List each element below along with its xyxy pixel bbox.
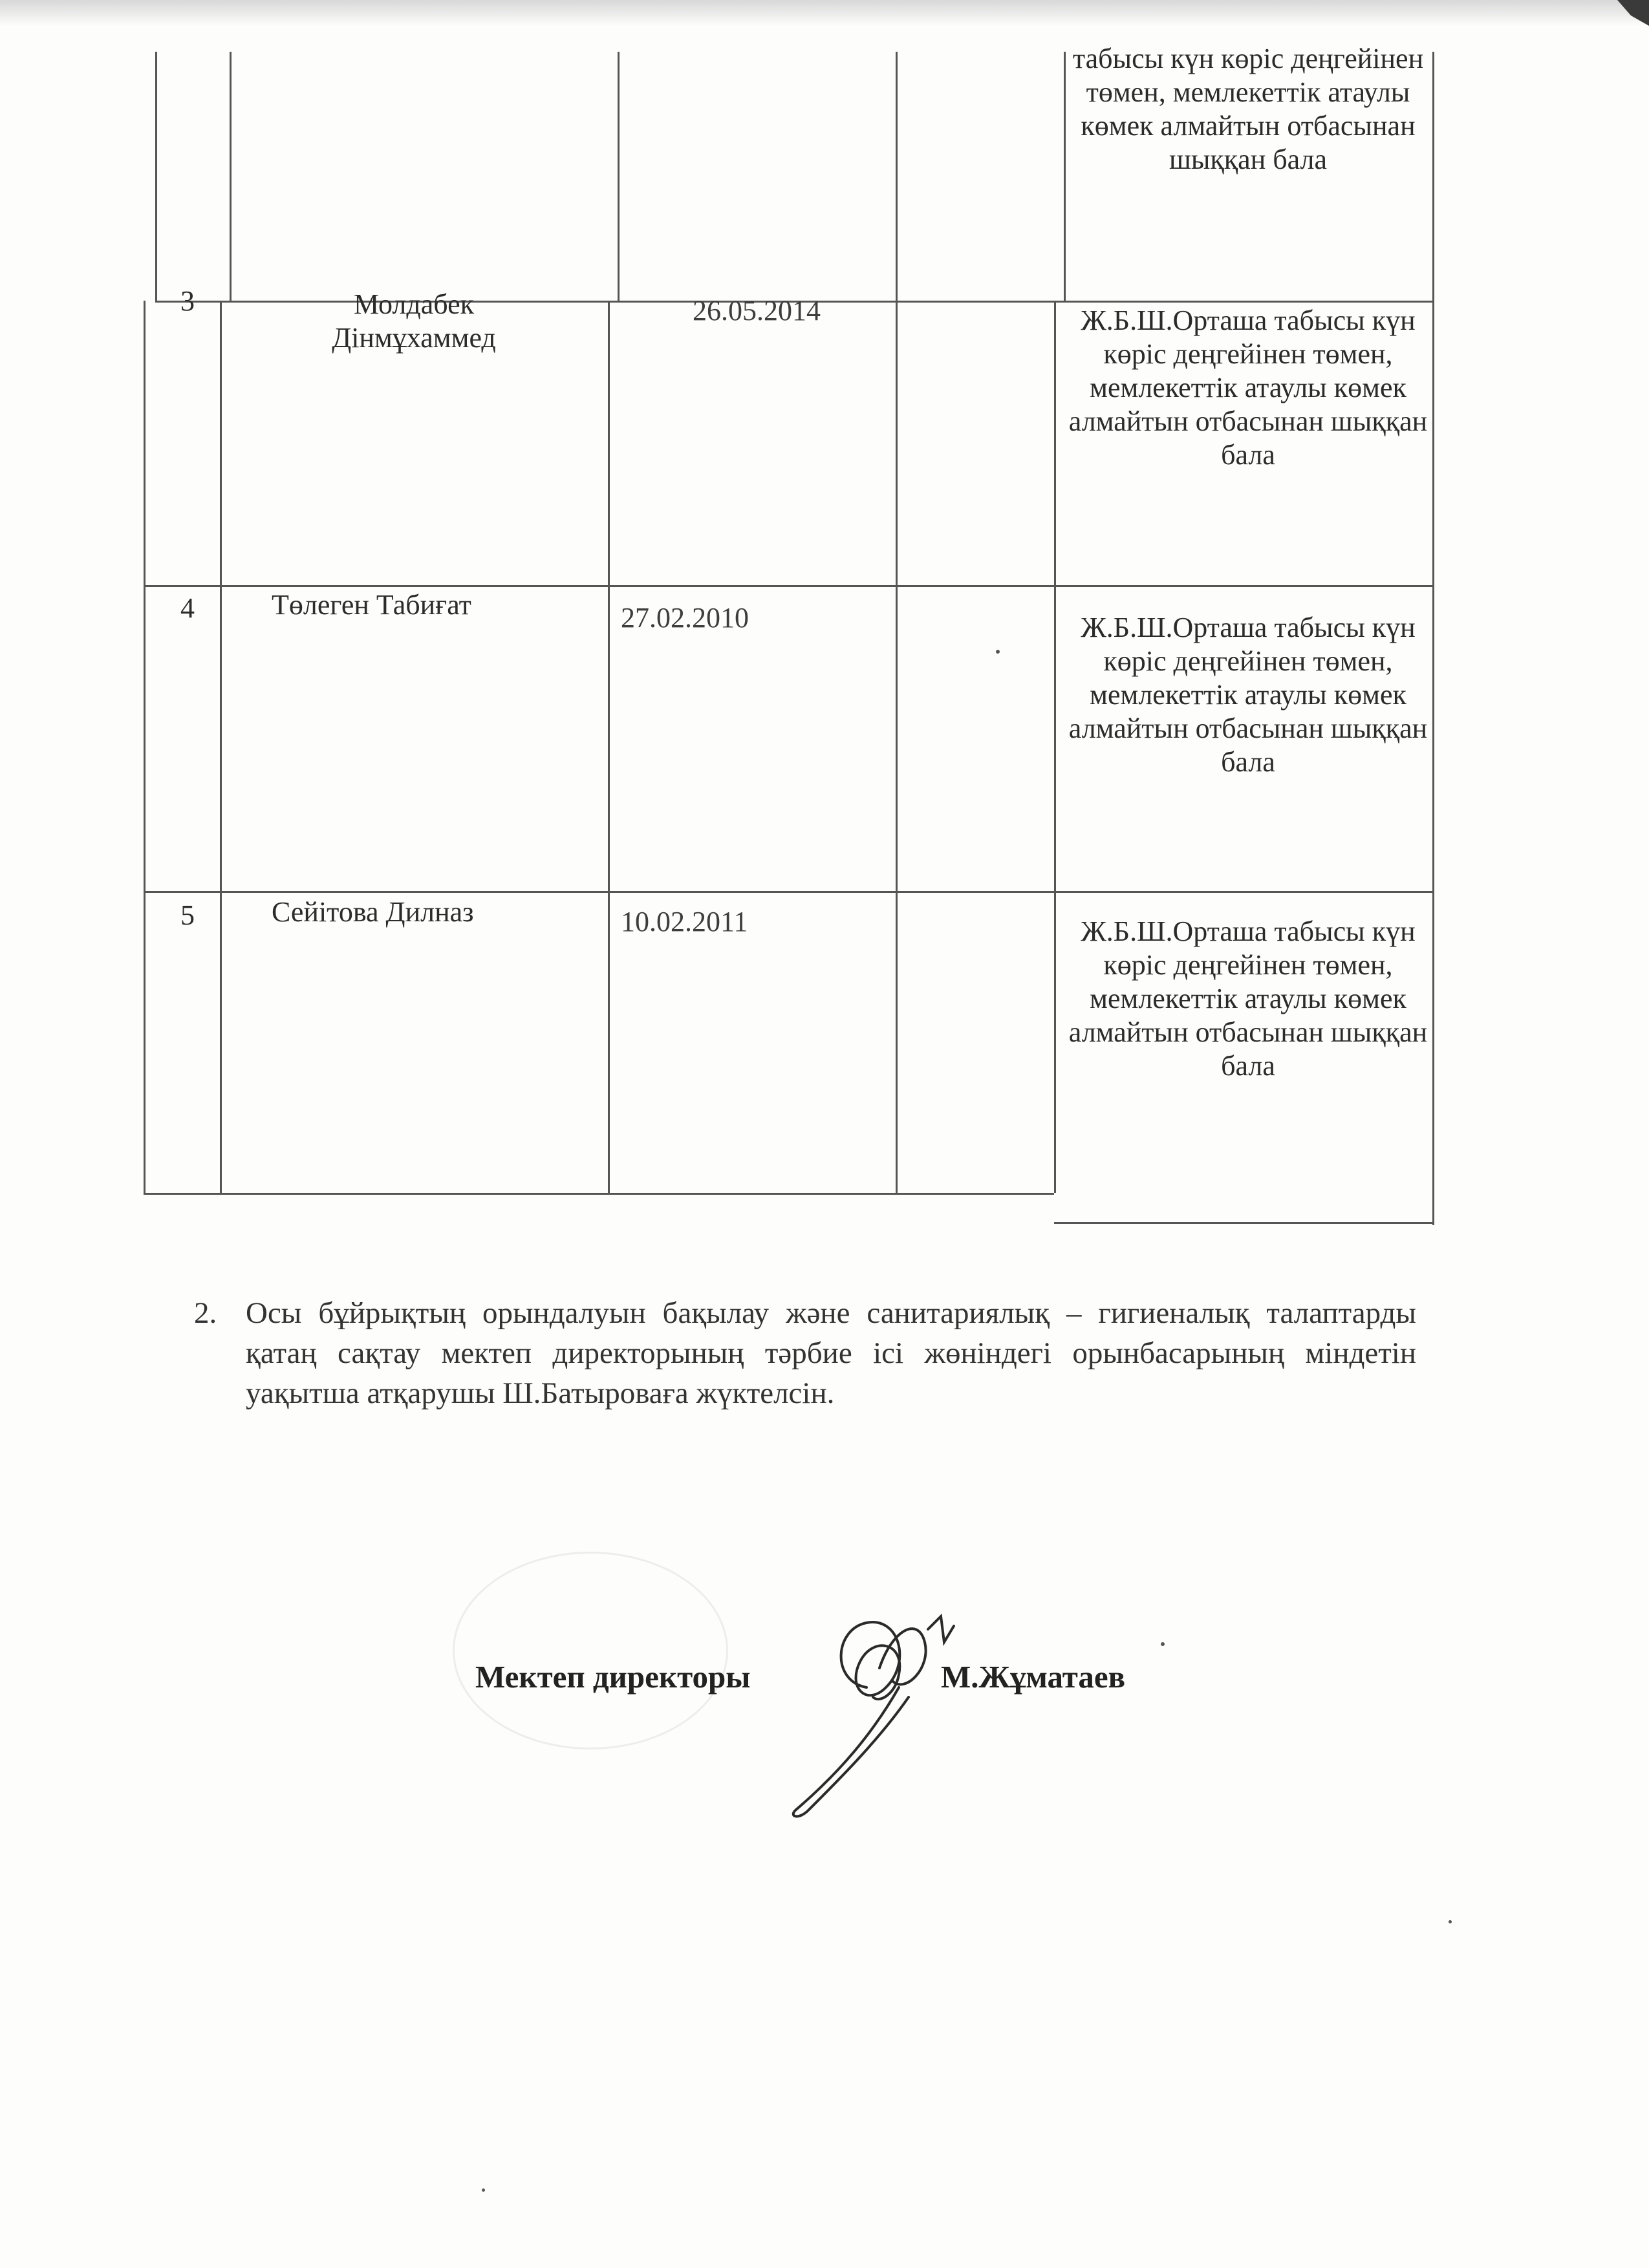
student-name: Молдабек Дінмұхаммед <box>332 288 496 354</box>
birth-date: 27.02.2010 <box>621 602 749 634</box>
table-border <box>144 301 146 1193</box>
clause-body: Осы бұйрықтың орындалуын бақылау және санитариялық – гигиеналық талаптарды қатаң сақтау мектеп директорының тәрбие ісі жөніндегі орынбасарының міндетін уақытша атқарушы Ш.Батыроваға жүктелсін. <box>246 1296 1416 1410</box>
table-row <box>1067 42 1429 177</box>
table-border <box>220 301 222 1193</box>
scan-edge <box>0 0 1649 26</box>
table-border <box>155 52 157 301</box>
faded-stamp <box>453 1552 728 1749</box>
table-border <box>144 891 1434 893</box>
table-border <box>230 52 232 301</box>
signatory-name: М.Жұматаев <box>941 1659 1126 1695</box>
scan-speck <box>1161 1642 1165 1646</box>
category-cell: Ж.Б.Ш.Орташа табысы күн көріс деңгейінен төмен, мемлекеттік атаулы көмек алмайтын отбасынан шыққан бала <box>1068 305 1428 471</box>
table-border <box>896 52 898 1193</box>
category-cell: Ж.Б.Ш.Орташа табысы күн көріс деңгейінен төмен, мемлекеттік атаулы көмек алмайтын отбасынан шыққан бала <box>1068 915 1428 1082</box>
clause-number: 2. <box>194 1296 217 1330</box>
handwritten-signature <box>770 1590 976 1823</box>
signatory-title: Мектеп директоры <box>475 1659 751 1695</box>
birth-date: 26.05.2014 <box>693 295 821 326</box>
category-cell: табысы күн көріс деңгейінен төмен, мемлекеттік атаулы көмек алмайтын отбасынан шыққан бала <box>1072 43 1424 175</box>
table-border <box>1064 52 1066 301</box>
table-border <box>1432 52 1434 1225</box>
student-name: Төлеген Табиғат <box>272 589 471 621</box>
table-border <box>144 585 1434 587</box>
table-border <box>618 52 620 301</box>
student-name: Сейітова Дилназ <box>272 896 474 928</box>
scan-speck <box>482 2188 485 2192</box>
birth-date: 10.02.2011 <box>621 906 748 937</box>
table-border <box>608 301 610 1193</box>
scan-speck <box>996 650 1000 654</box>
scan-speck <box>1449 1920 1452 1923</box>
row-number: 3 <box>180 285 195 317</box>
table-border <box>1054 1222 1434 1224</box>
row-number: 5 <box>180 899 195 931</box>
clause-text <box>246 1293 1416 1413</box>
row-number: 4 <box>180 592 195 624</box>
table-border <box>1054 301 1056 1193</box>
table-border <box>144 1193 1054 1195</box>
category-cell: Ж.Б.Ш.Орташа табысы күн көріс деңгейінен төмен, мемлекеттік атаулы көмек алмайтын отбасынан шыққан бала <box>1068 612 1428 778</box>
